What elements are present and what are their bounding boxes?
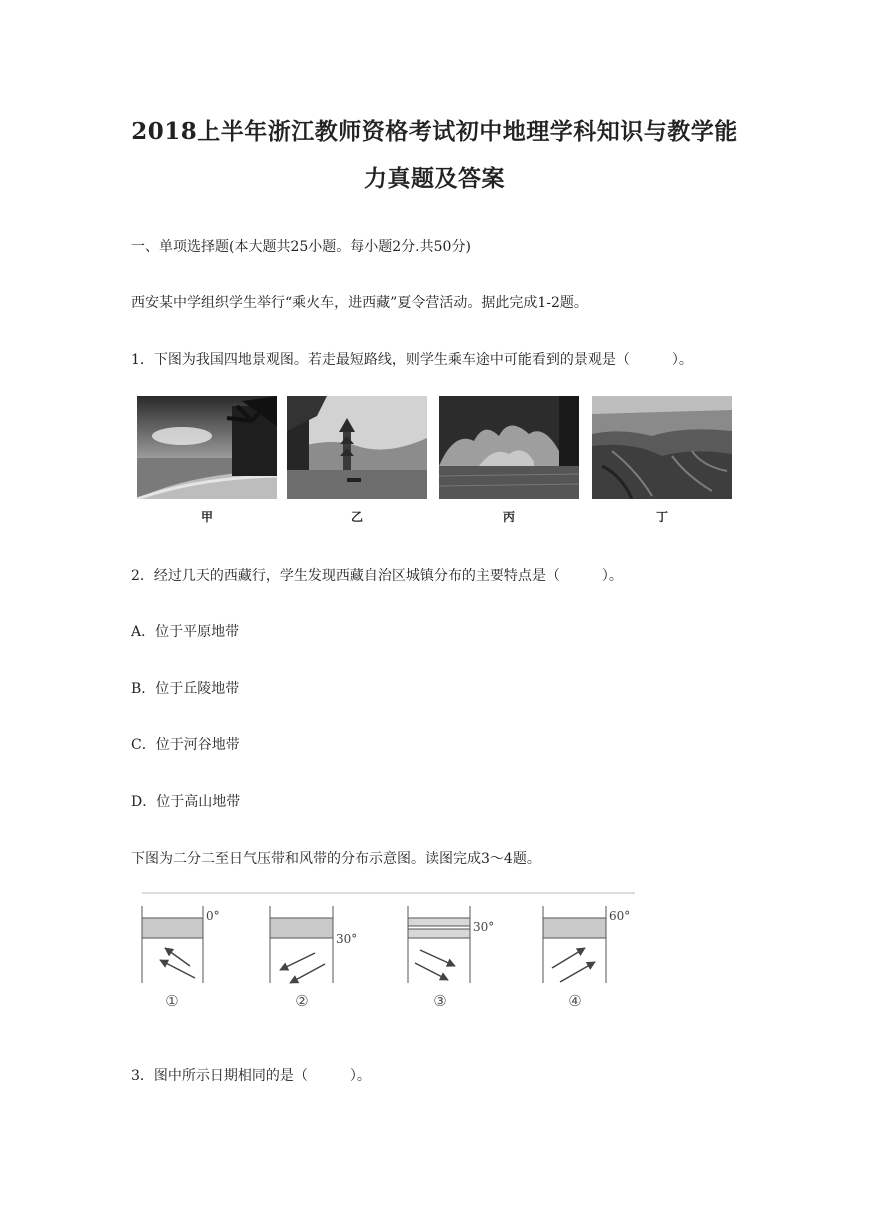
question-2-text: 2．经过几天的西藏行，学生发现西藏自治区城镇分布的主要特点是（ ）。 — [131, 568, 623, 584]
latitude-label-1: 0° — [206, 909, 220, 923]
arrow-southwest-icon — [290, 964, 325, 983]
panel-number-3: ③ — [433, 992, 447, 1010]
arrow-northeast-icon — [560, 962, 595, 982]
photo-caption-jia: 甲 — [200, 510, 213, 524]
panel-4 — [543, 906, 630, 1010]
karst-river-photo — [439, 396, 579, 499]
pressure-wind-belt-diagram — [130, 888, 640, 1018]
latitude-label-2: 30° — [336, 932, 358, 946]
arrow-southeast-icon — [415, 963, 448, 980]
photo-caption-bing: 丙 — [502, 510, 515, 524]
panel-2 — [270, 906, 357, 1010]
latitude-label-4: 60° — [609, 909, 631, 923]
landscape-photo-strip — [137, 396, 737, 526]
photo-caption-ding: 丁 — [655, 510, 668, 524]
document-title-line-2: 力真题及答案 — [364, 165, 505, 192]
option-a: A．位于平原地带 — [131, 624, 240, 640]
section-heading: 一、单项选择题(本大题共25小题。每小题2分.共50分) — [131, 239, 471, 255]
option-b: B．位于丘陵地带 — [131, 681, 240, 697]
latitude-label-3: 30° — [473, 920, 495, 934]
intro-paragraph-2: 下图为二分二至日气压带和风带的分布示意图。读图完成3～4题。 — [131, 851, 541, 867]
question-3-text: 3．图中所示日期相同的是（ ）。 — [131, 1068, 371, 1084]
document-title-line-1: 2018上半年浙江教师资格考试初中地理学科知识与教学能 — [131, 118, 738, 145]
panel-number-2: ② — [295, 992, 309, 1010]
panel-3 — [408, 906, 494, 1010]
panel-1 — [142, 906, 220, 1010]
arrow-northwest-icon — [165, 948, 190, 966]
arrow-northwest-icon — [160, 960, 195, 978]
photo-caption-yi: 乙 — [350, 510, 363, 524]
panel-number-1: ① — [165, 992, 179, 1010]
pagoda-lake-photo — [287, 396, 427, 499]
beach-palm-photo — [137, 396, 277, 499]
arrow-southwest-icon — [280, 953, 315, 970]
arrow-southeast-icon — [420, 950, 455, 966]
loess-plateau-photo — [592, 396, 732, 499]
arrow-northeast-icon — [552, 948, 585, 968]
option-d: D．位于高山地带 — [131, 794, 241, 810]
question-1-text: 1．下图为我国四地景观图。若走最短路线，则学生乘车途中可能看到的景观是（ ）。 — [131, 352, 693, 368]
option-c: C．位于河谷地带 — [131, 737, 240, 753]
panel-number-4: ④ — [568, 992, 582, 1010]
intro-paragraph-1: 西安某中学组织学生举行“乘火车，进西藏”夏令营活动。据此完成1-2题。 — [131, 295, 588, 311]
